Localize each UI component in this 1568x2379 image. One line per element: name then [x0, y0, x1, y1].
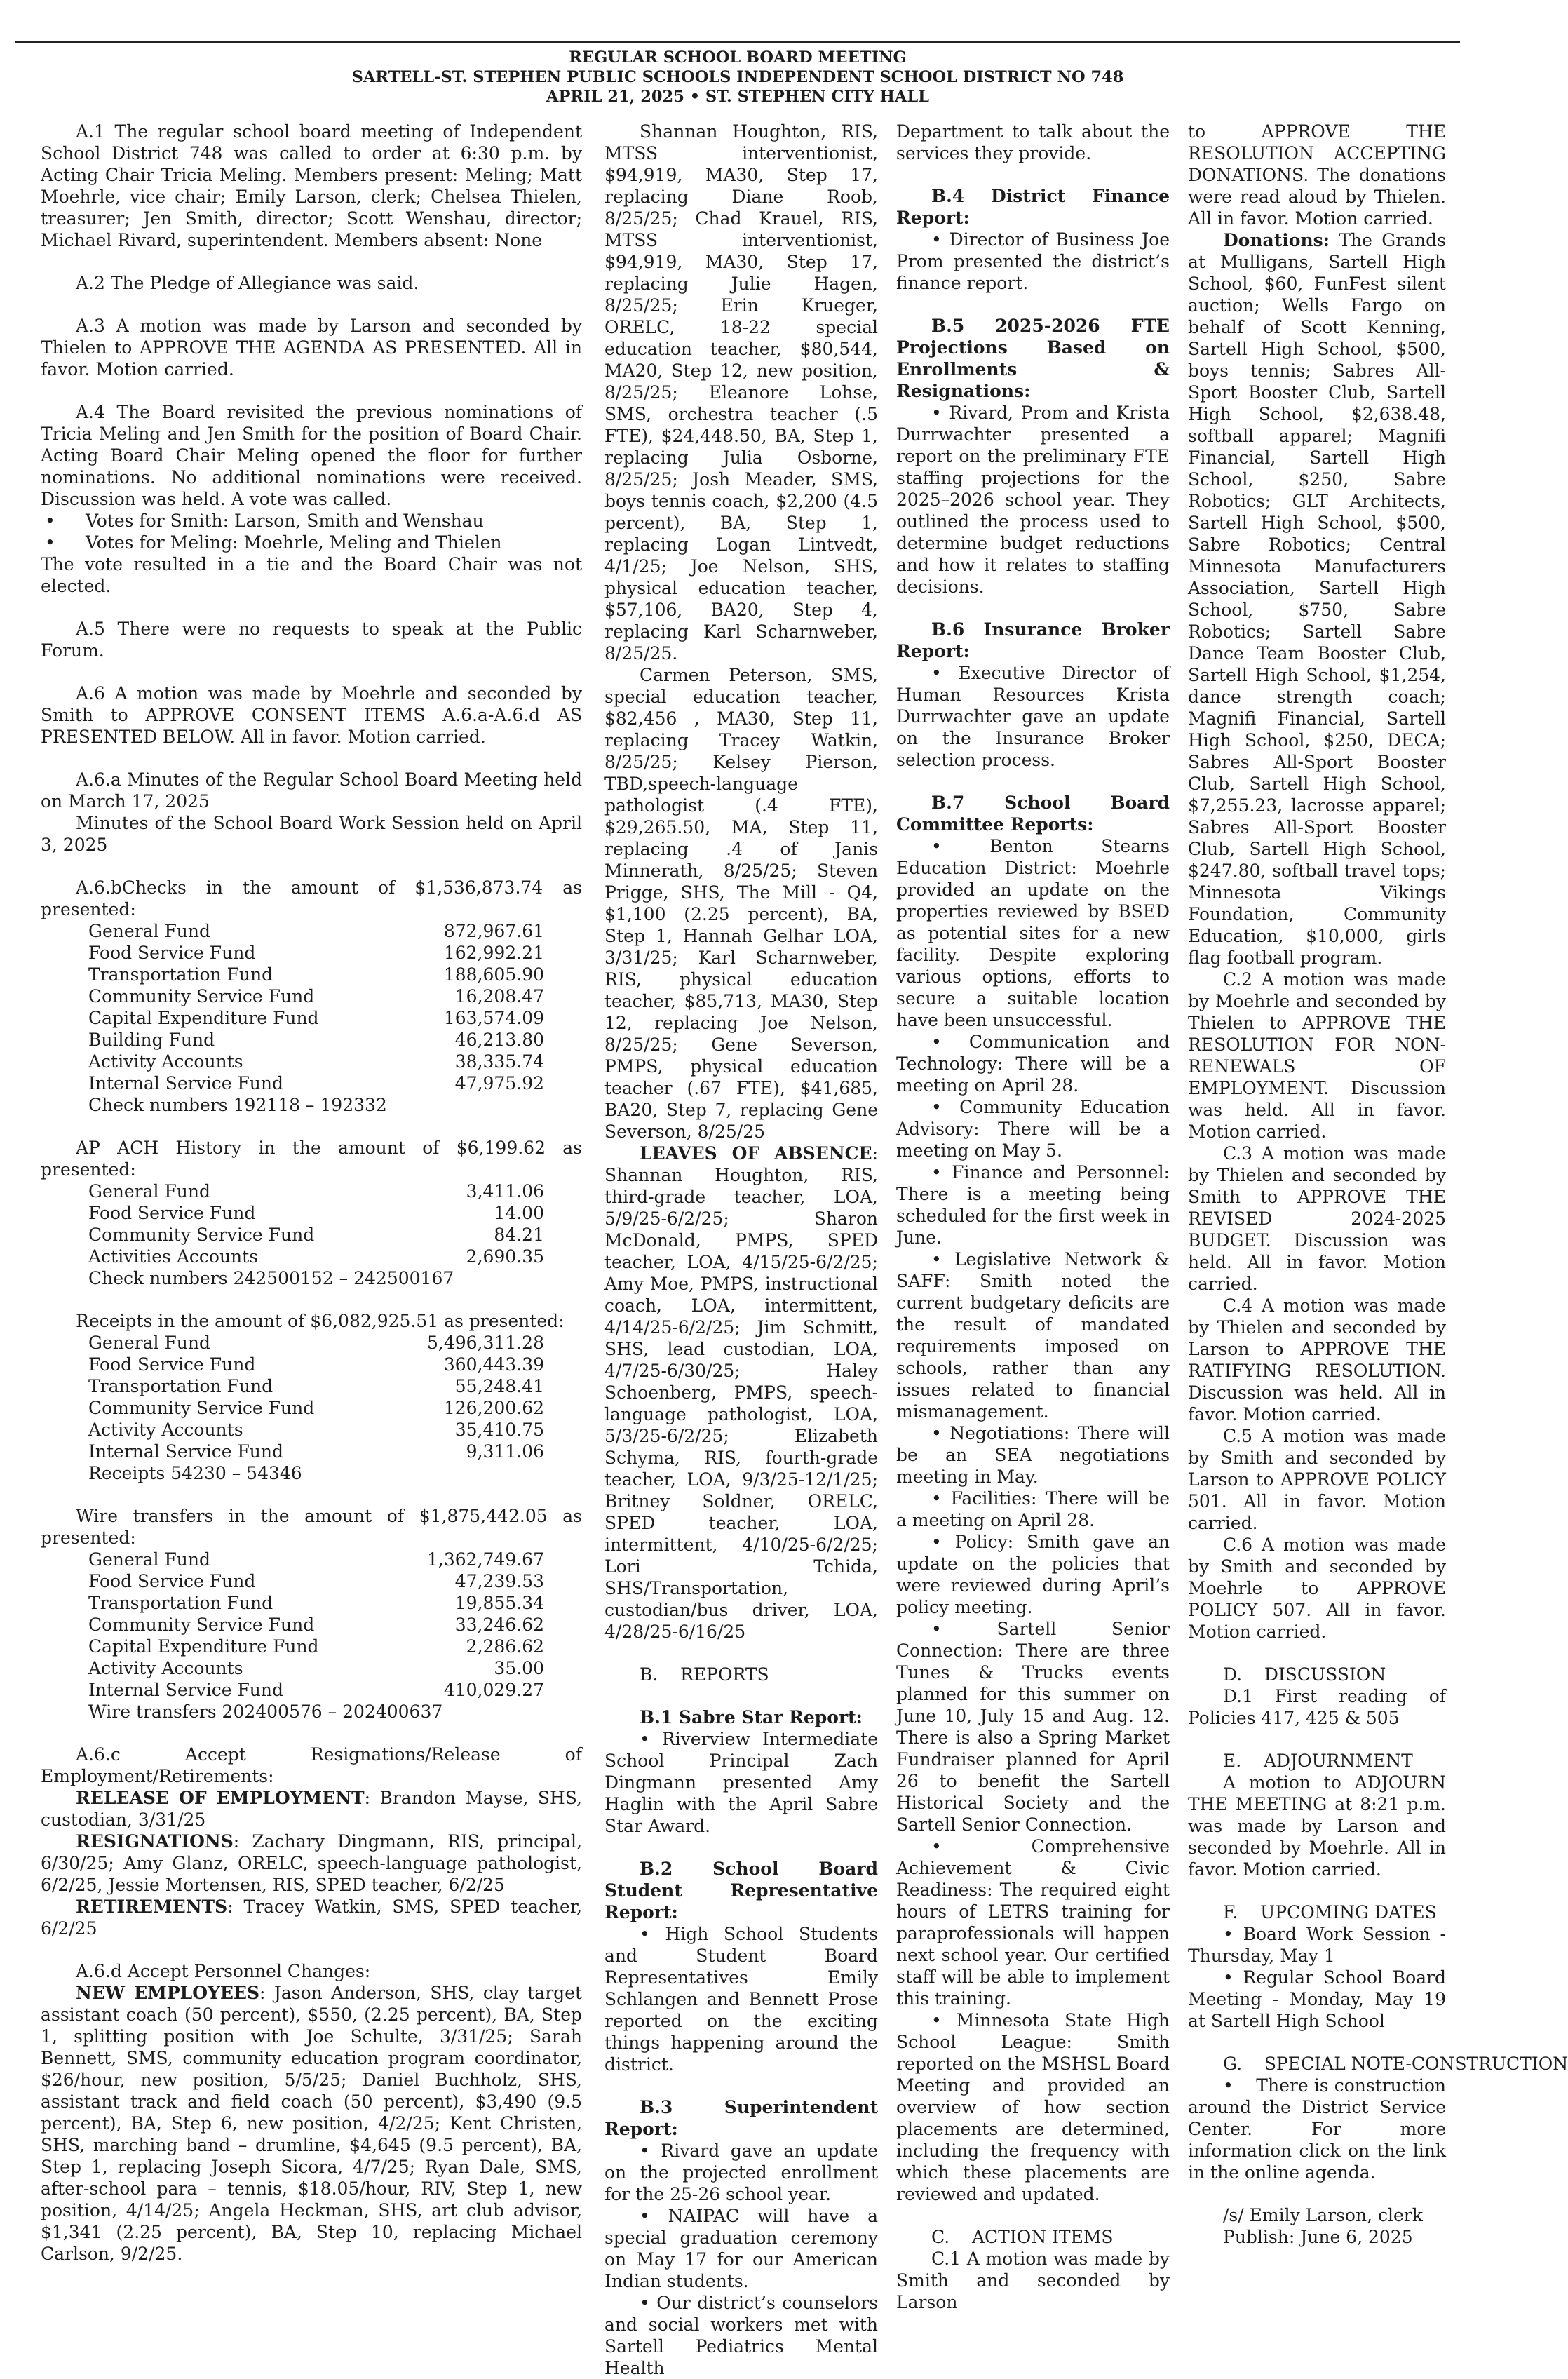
fund-name: Activity Accounts: [88, 1420, 243, 1440]
b1-title: [604, 1706, 878, 1728]
fund-row: [41, 1246, 582, 1267]
fund-name: General Fund: [88, 1549, 211, 1570]
fund-row: [41, 1007, 582, 1029]
item-d1: D.1 First reading of Policies 417, 425 & 505: [1188, 1686, 1446, 1728]
item-a3: A.3 A motion was made by Larson and seconded by Thielen to APPROVE THE AGENDA AS PRESENTED. All in favor. Motion carried.: [41, 316, 582, 379]
fund-row: [41, 1397, 582, 1419]
fund-row: [41, 1375, 582, 1397]
fund-amount: 410,029.27: [443, 1680, 544, 1700]
fund-name: Food Service Fund: [88, 943, 256, 963]
committee-report: • Sartell Senior Connection: There are three Tunes & Trucks events planned for this summer on June 10, July 15 and Aug. 12. There is also a Spring Market Fundraiser planned for April 26 to benefit the Sartell Historical Society and the Sartell Senior Connection.: [896, 1619, 1170, 1835]
committee-report: • Legislative Network & SAFF: Smith noted the current budgetary deficits are the result of mandated requirements imposed on schools, rather than any issues related to financial mismanagement.: [896, 1249, 1170, 1422]
fund-name: General Fund: [88, 1181, 211, 1201]
fund-row: [41, 1614, 582, 1636]
clerk-signature: /s/ Emily Larson, clerk: [1223, 2205, 1423, 2225]
item-a6a: A.6.a Minutes of the Regular School Board Meeting held on March 17, 2025: [41, 769, 582, 811]
committee-report: • Negotiations: There will be an SEA negotiations meeting in May.: [896, 1423, 1170, 1487]
fund-row: [41, 1224, 582, 1246]
b6-title: [896, 619, 1170, 662]
fund-name: Food Service Fund: [88, 1203, 256, 1223]
b3-text-2: • NAIPAC will have a special graduation ceremony on May 17 for our American Indian students.: [604, 2206, 878, 2291]
fund-amount: 360,443.39: [443, 1354, 544, 1375]
upcoming-date: • Regular School Board Meeting - Monday, May 19 at Sartell High School: [1188, 1967, 1446, 2031]
fund-amount: 16,208.47: [454, 986, 544, 1006]
b7-title: [896, 792, 1170, 835]
donations: [1188, 229, 1446, 969]
fund-row: [41, 1570, 582, 1592]
checks-title: A.6.bChecks in the amount of $1,536,873.74 as presented:: [41, 877, 582, 919]
leaves-of-absence: [604, 1143, 878, 1643]
fund-amount: 19,855.34: [454, 1593, 544, 1613]
b2-title: [604, 1858, 878, 1923]
fund-name: Food Service Fund: [88, 1571, 256, 1591]
b6-text: • Executive Director of Human Resources Krista Durrwachter gave an update on the Insurance Broker selection process.: [896, 663, 1170, 770]
fund-row: [41, 1202, 582, 1224]
b1-text: • Riverview Intermediate School Principal Zach Dingmann presented Amy Haglin with the April Sabre Star Award.: [604, 1729, 878, 1836]
fund-row: [41, 964, 582, 985]
item-c2: C.2 A motion was made by Moehrle and seconded by Thielen to APPROVE THE RESOLUTION FOR NON-RENEWALS OF EMPLOYMENT. Discussion was held. All in favor. Motion carried.: [1188, 969, 1446, 1142]
item-c4: C.4 A motion was made by Thielen and seconded by Larson to APPROVE THE RATIFYING RESOLUTION. Discussion was held. All in favor. Motion carried.: [1188, 1295, 1446, 1424]
fund-row: [41, 1332, 582, 1354]
b1-title-text: B.1 Sabre Star Report:: [640, 1707, 863, 1727]
fund-name: Transportation Fund: [88, 1593, 273, 1613]
receipts-title: Receipts in the amount of $6,082,925.51 as presented:: [76, 1311, 565, 1331]
item-c3: C.3 A motion was made by Thielen and seconded by Smith to APPROVE THE REVISED 2024-2025 BUDGET. Discussion was held. All in favor. Motion carried.: [1188, 1143, 1446, 1294]
fund-row: [41, 1072, 582, 1094]
committee-report: • Communication and Technology: There will be a meeting on April 28.: [896, 1032, 1170, 1096]
b2-text: • High School Students and Student Board Representatives Emily Schlangen and Bennett Prose reported on the exciting things happening around the district.: [604, 1924, 878, 2075]
header-district: SARTELL-ST. STEPHEN PUBLIC SCHOOLS INDEPENDENT SCHOOL DISTRICT NO 748: [351, 68, 1124, 86]
fund-name: Capital Expenditure Fund: [88, 1636, 319, 1657]
fund-name: Transportation Fund: [88, 1376, 273, 1396]
fund-amount: 126,200.62: [443, 1398, 544, 1418]
item-a2: A.2 The Pledge of Allegiance was said.: [76, 273, 419, 293]
fund-amount: 14.00: [494, 1203, 544, 1223]
committee-report: • Comprehensive Achievement & Civic Readiness: The required eight hours of LETRS training for paraprofessionals will happen next school year. Our certified staff will be able to implement this training.: [896, 1836, 1170, 2009]
committee-report: • Benton Stearns Education District: Moehrle provided an update on the properties reviewed by BSED as potential sites for a new facility. Despite exploring various options, efforts to secure a suitable location have been unsuccessful.: [896, 836, 1170, 1030]
resignations: [41, 1831, 582, 1896]
fund-amount: 1,362,749.67: [427, 1549, 544, 1570]
wire-fund-list: [41, 1549, 582, 1701]
b6-title-text: B.6 Insurance Broker Report:: [896, 619, 1170, 661]
discussion-heading: D. DISCUSSION: [1223, 1664, 1386, 1685]
b7-title-text: B.7 School Board Committee Reports:: [896, 793, 1170, 835]
fund-name: Internal Service Fund: [88, 1441, 284, 1462]
fund-amount: 47,975.92: [454, 1073, 544, 1093]
header-date-location: APRIL 21, 2025 • ST. STEPHEN CITY HALL: [546, 88, 929, 106]
fund-name: Community Service Fund: [88, 1398, 315, 1418]
item-a6d: A.6.d Accept Personnel Changes:: [76, 1961, 371, 1981]
item-a6: A.6 A motion was made by Moehrle and seconded by Smith to APPROVE CONSENT ITEMS A.6.a-A.6.d AS PRESENTED BELOW. All in favor. Motion carried.: [41, 683, 582, 747]
committee-report: • Facilities: There will be a meeting on April 28.: [896, 1488, 1170, 1530]
b4-title-text: B.4 District Finance Report:: [896, 186, 1170, 228]
fund-row: [41, 1679, 582, 1701]
new-employees: [41, 1982, 582, 2265]
receipts-numbers: Receipts 54230 – 54346: [88, 1463, 302, 1483]
new-employees-cont: Shannan Houghton, RIS, MTSS interventionist, $94,919, MA30, Step 17, replacing Diane Roob, 8/25/25; Chad Krauel, RIS, MTSS interventionist, $94,919, MA30, Step 17, replacing Julie Hagen, 8/25/25; Erin Krueger, ORELC, 18-22 special education teacher, $80,544, MA20, Step 12, new position, 8/25/25; Eleanore Lohse, SMS, orchestra teacher (.5 FTE), $24,448.50, BA, Step 1, replacing Julia Osborne, 8/25/25; Josh Meader, SMS, boys tennis coach, $2,200 (4.5 percent), BA, Step 1, replacing Logan Lintvedt, 4/1/25; Joe Nelson, SHS, physical education teacher, $57,106, BA20, Step 4, replacing Karl Scharnweber, 8/25/25.: [604, 121, 878, 663]
fund-name: Activity Accounts: [88, 1658, 243, 1678]
fund-amount: 2,690.35: [466, 1246, 544, 1267]
committee-report: • Policy: Smith gave an update on the policies that were reviewed during April’s policy meeting.: [896, 1532, 1170, 1617]
donations-text: The Grands at Mulligans, Sartell High School, $60, FunFest silent auction; Wells Fargo on behalf of Scott Kenning, Sartell High School, $500, boys tennis; Sabres All-Sport Booster Club, Sartell High School, $2,638.48, softball apparel; Magnifi Financial, Sartell High School, $250, Sabre Robotics; GLT Architects, Sartell High School, $500, Sabre Robotics; Central Minnesota Manufacturers Association, Sartell High School, $750, Sabre Robotics; Sartell Sabre Dance Team Booster Club, Sartell High School, $1,254, dance strength coach; Magnifi Financial, Sartell High School, $250, DECA; Sabres All-Sport Booster Club, Sartell High School, $7,255.23, lacrosse apparel; Sabres All-Sport Booster Club, Sartell High School, $247.80, softball travel tops; Minnesota Vikings Foundation, Community Education, $10,000, girls flag football program.: [1188, 230, 1446, 968]
fund-amount: 163,574.09: [443, 1008, 544, 1028]
fund-row: [41, 942, 582, 964]
fund-name: Community Service Fund: [88, 1615, 315, 1635]
fund-amount: 872,967.61: [443, 921, 544, 941]
new-employees-text: : Jason Anderson, SHS, clay target assistant coach (50 percent), $550, (2.25 percent), BA, Step 1, splitting position with Joe Schulte, 3/31/25; Sarah Bennett, SMS, community education program coordinator, $26/hour, new position, 5/5/25; Daniel Buchholz, SHS, assistant track and field coach (50 percent), $3,490 (9.5 percent), BA, Step 6, new position, 4/2/25; Kent Christen, SHS, marching band – drumline, $4,645 (9.5 percent), BA, Step 1, replacing Joseph Sicora, 4/7/25; Ryan Dale, SMS, after-school para – tennis, $18.05/hour, RIV, Step 1, new position, 4/14/25; Angela Heckman, SHS, art club advisor, $1,341 (2.25 percent), BA, Step 10, replacing Michael Carlson, 9/2/25.: [41, 1983, 582, 2264]
fund-row: [41, 920, 582, 942]
fund-row: [41, 1549, 582, 1570]
b3-text-1: • Rivard gave an update on the projected enrollment for the 25-26 school year.: [604, 2141, 878, 2204]
fund-amount: 188,605.90: [443, 964, 544, 985]
fund-name: Food Service Fund: [88, 1354, 256, 1375]
fund-row: [41, 1441, 582, 1462]
fund-name: Internal Service Fund: [88, 1680, 284, 1700]
fund-name: Activities Accounts: [88, 1246, 259, 1267]
b3-title: [604, 2096, 878, 2140]
fund-row: [41, 1051, 582, 1072]
checks-fund-list: [41, 920, 582, 1094]
fund-amount: 55,248.41: [454, 1376, 544, 1396]
committee-report: • Minnesota State High School League: Smith reported on the MSHSL Board Meeting and provided an overview of how section placements are determined, including the frequency with which these placements are reviewed and updated.: [896, 2010, 1170, 2204]
fund-amount: 162,992.21: [443, 943, 544, 963]
column-2: [604, 121, 878, 2379]
fund-amount: 3,411.06: [466, 1181, 544, 1201]
receipts-fund-list: [41, 1332, 582, 1462]
item-a6a-work-session: Minutes of the School Board Work Session held on April 3, 2025: [41, 813, 582, 855]
column-3: [896, 121, 1170, 2313]
adjournment-text: A motion to ADJOURN THE MEETING at 8:21 p.m. was made by Larson and seconded by Moehrle. All in favor. Motion carried.: [1188, 1772, 1446, 1880]
fund-row: [41, 1419, 582, 1441]
donations-label: Donations:: [1223, 230, 1330, 250]
release-text: : Brandon Mayse, SHS, custodian, 3/31/25: [41, 1788, 582, 1830]
item-c5: C.5 A motion was made by Smith and seconded by Larson to APPROVE POLICY 501. All in favor. Motion carried.: [1188, 1426, 1446, 1533]
fund-name: Community Service Fund: [88, 1225, 315, 1245]
wire-numbers: Wire transfers 202400576 – 202400637: [88, 1701, 443, 1722]
fund-name: General Fund: [88, 1333, 211, 1353]
retirements-text: : Tracey Watkin, SMS, SPED teacher, 6/2/25: [41, 1896, 582, 1939]
header-title: REGULAR SCHOOL BOARD MEETING: [569, 48, 907, 67]
fund-row: [41, 1180, 582, 1202]
fund-row: [41, 985, 582, 1007]
b4-title: [896, 185, 1170, 229]
fund-amount: 46,213.80: [454, 1030, 544, 1050]
special-note-heading: G. SPECIAL NOTE-CONSTRUCTION: [1223, 2054, 1568, 2074]
fund-name: Capital Expenditure Fund: [88, 1008, 319, 1028]
fund-name: Activity Accounts: [88, 1051, 243, 1072]
b5-title-text: B.5 2025-2026 FTE Projections Based on Enrollments & Resignations:: [896, 316, 1170, 401]
item-c6: C.6 A motion was made by Smith and seconded by Moehrle to APPROVE POLICY 507. All in favor. Motion carried.: [1188, 1535, 1446, 1642]
notice-header: [15, 48, 1460, 107]
vote-result: The vote resulted in a tie and the Board Chair was not elected.: [41, 554, 582, 596]
column-1: [41, 121, 582, 2265]
top-rule: [15, 41, 1460, 43]
item-c1: C.1 A motion was made by Smith and seconded by Larson: [896, 2249, 1170, 2312]
ach-title: AP ACH History in the amount of $6,199.62 as presented:: [41, 1138, 582, 1180]
publish-date: Publish: June 6, 2025: [1223, 2227, 1413, 2247]
special-note-text: • There is construction around the District Service Center. For more information click on the link in the online agenda.: [1188, 2075, 1452, 2183]
fund-row: [41, 1592, 582, 1614]
loa-label: LEAVES OF ABSENCE: [640, 1143, 872, 1164]
fund-amount: 84.21: [494, 1225, 544, 1245]
fund-name: Internal Service Fund: [88, 1073, 284, 1093]
fund-row: [41, 1354, 582, 1375]
fund-row: [41, 1636, 582, 1657]
retirements-label: RETIREMENTS: [76, 1896, 228, 1917]
fund-amount: 33,246.62: [454, 1615, 544, 1635]
b2-title-text: B.2 School Board Student Representative Report:: [604, 1859, 878, 1922]
ach-fund-list: [41, 1180, 582, 1267]
vote-smith: • Votes for Smith: Larson, Smith and Wenshau: [41, 510, 582, 532]
b3-text-3-cont: Department to talk about the services they provide.: [896, 121, 1170, 163]
fund-name: Transportation Fund: [88, 964, 273, 985]
fund-amount: 9,311.06: [466, 1441, 544, 1462]
action-items-heading: C. ACTION ITEMS: [931, 2227, 1114, 2247]
b4-text: • Director of Business Joe Prom presented the district’s finance report.: [896, 229, 1170, 293]
item-a1: A.1 The regular school board meeting of Independent School District 748 was called to order at 6:30 p.m. by Acting Chair Tricia Meling. Members present: Meling; Matt Moehrle, vice chair; Emily Larson, clerk; Chelsea Thielen, treasurer; Jen Smith, director; Scott Wenshau, director; Michael Rivard, superintendent. Members absent: None: [41, 121, 582, 250]
new-employees-label: NEW EMPLOYEES: [76, 1983, 260, 2003]
vote-meling: • Votes for Meling: Moehrle, Meling and Thielen: [41, 532, 582, 553]
fund-name: Building Fund: [88, 1030, 215, 1050]
resignations-text: : Zachary Dingmann, RIS, principal, 6/30/25; Amy Glanz, ORELC, speech-language pathologist, 6/2/25, Jessie Mortensen, RIS, SPED teacher, 6/2/25: [41, 1831, 582, 1895]
release-label: RELEASE OF EMPLOYMENT: [76, 1788, 365, 1808]
fund-amount: 38,335.74: [454, 1051, 544, 1072]
committee-report: • Community Education Advisory: There will be a meeting on May 5.: [896, 1097, 1170, 1161]
b3-text-3: • Our district’s counselors and social workers met with Sartell Pediatrics Mental Health: [604, 2293, 878, 2378]
item-a5: A.5 There were no requests to speak at the Public Forum.: [41, 619, 582, 661]
loa-text: : Shannan Houghton, RIS, third-grade teacher, LOA, 5/9/25-6/2/25; Sharon McDonald, PMPS, SPED teacher, LOA, 4/15/25-6/2/25; Amy Moe, PMPS, instructional coach, LOA, intermittent, 4/14/25-6/2/25; Jim Schmitt, SHS, lead custodian, LOA, 4/7/25-6/30/25; Haley Schoenberg, PMPS, speech-language pathologist, LOA, 5/3/25-6/2/25; Elizabeth Schyma, RIS, fourth-grade teacher, LOA, 9/3/25-12/1/25; Britney Soldner, ORELC, SPED teacher, LOA, intermittent, 4/10/25-6/2/25; Lori Tchida, SHS/Transportation, custodian/bus driver, LOA, 4/28/25-6/16/25: [604, 1143, 878, 1642]
fund-amount: 2,286.62: [466, 1636, 544, 1657]
fund-row: [41, 1657, 582, 1679]
new-employees-cont-2: Carmen Peterson, SMS, special education teacher, $82,456 , MA30, Step 11, replacing Tracey Watkin, 8/25/25; Kelsey Pierson, TBD,speech-language pathologist (.4 FTE), $29,265.50, MA, Step 11, replacing .4 of Janis Minnerath, 8/25/25; Steven Prigge, SHS, The Mill - Q4, $1,100 (2.25 percent), BA, Step 1, Hannah Gelhar LOA, 3/31/25; Karl Scharnweber, RIS, physical education teacher, $85,713, MA30, Step 12, replacing Joe Nelson, 8/25/25; Gene Severson, PMPS, physical education teacher (.67 FTE), $41,685, BA20, Step 7, replacing Gene Severson, 8/25/25: [604, 665, 878, 1142]
fund-amount: 35.00: [494, 1658, 544, 1678]
b3-title-text: B.3 Superintendent Report:: [604, 2097, 878, 2139]
retirements: [41, 1896, 582, 1939]
fund-amount: 35,410.75: [454, 1420, 544, 1440]
committee-report: • Finance and Personnel: There is a meeting being scheduled for the first week in June.: [896, 1162, 1170, 1248]
reports-heading: B. REPORTS: [640, 1664, 769, 1685]
fund-name: Community Service Fund: [88, 986, 315, 1006]
item-a4: A.4 The Board revisited the previous nominations of Tricia Meling and Jen Smith for the position of Board Chair. Acting Board Chair Meling opened the floor for further nominations. No additional nominations were received. Discussion was held. A vote was called.: [41, 402, 582, 509]
checks-numbers: Check numbers 192118 – 192332: [88, 1095, 387, 1115]
fund-amount: 47,239.53: [454, 1571, 544, 1591]
release-of-employment: [41, 1787, 582, 1831]
resignations-label: RESIGNATIONS: [76, 1831, 234, 1852]
item-a6c: A.6.c Accept Resignations/Release of Employment/Retirements:: [41, 1744, 582, 1786]
upcoming-dates-heading: F. UPCOMING DATES: [1223, 1902, 1437, 1922]
wire-title: Wire transfers in the amount of $1,875,442.05 as presented:: [41, 1506, 582, 1548]
fund-name: General Fund: [88, 921, 211, 941]
b5-title: [896, 315, 1170, 402]
ach-numbers: Check numbers 242500152 – 242500167: [88, 1268, 454, 1288]
adjournment-heading: E. ADJOURNMENT: [1223, 1751, 1413, 1771]
upcoming-date: • Board Work Session - Thursday, May 1: [1188, 1924, 1446, 1966]
item-c1-cont: to APPROVE THE RESOLUTION ACCEPTING DONATIONS. The donations were read aloud by Thielen. All in favor. Motion carried.: [1188, 121, 1446, 229]
fund-amount: 5,496,311.28: [427, 1333, 544, 1353]
column-4: [1188, 121, 1568, 2248]
b5-text: • Rivard, Prom and Krista Durrwachter presented a report on the preliminary FTE staffing projections for the 2025–2026 school year. They outlined the process used to determine budget reductions and how it relates to staffing decisions.: [896, 403, 1170, 597]
fund-row: [41, 1029, 582, 1051]
